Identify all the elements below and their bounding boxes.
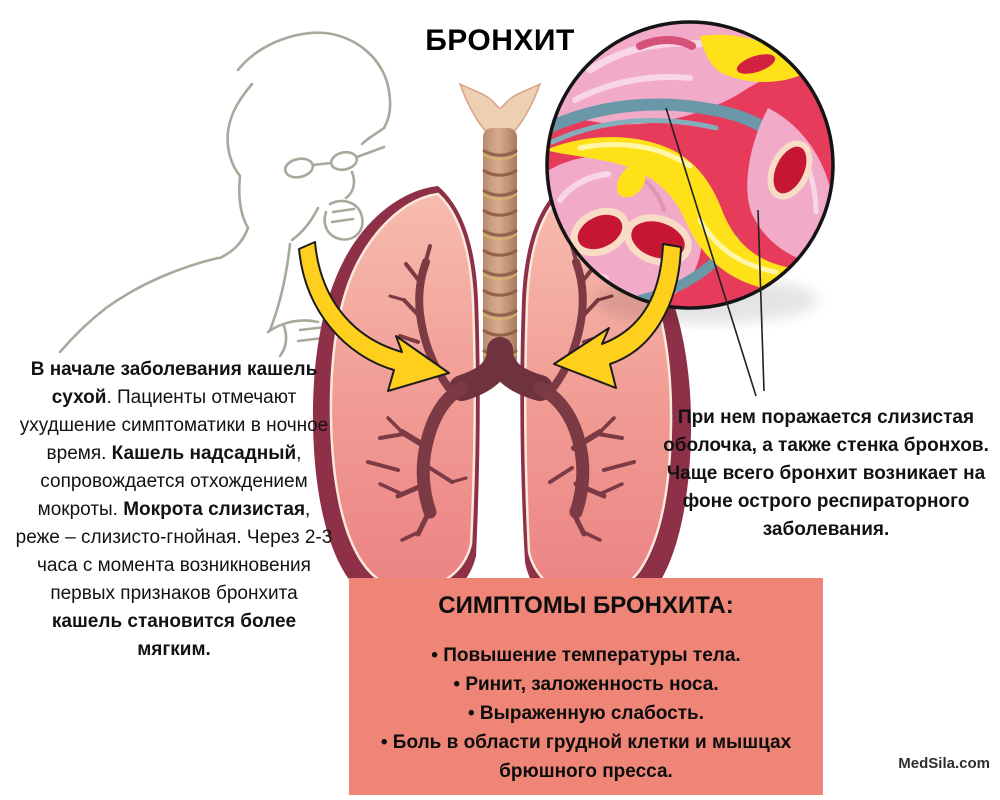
text-segment: В начале заболевания кашель сухой xyxy=(30,359,318,408)
page-title: БРОНХИТ xyxy=(425,24,575,57)
symptom-item: • Боль в области грудной клетки и мышцах брюшного пресса. xyxy=(380,732,792,782)
right-description: При нем поражается слизистая оболочка, а также стенка бронхов. Чаще всего бронхит возникает на фоне острого респираторного заболевания. xyxy=(663,407,989,540)
watermark: MedSila.com xyxy=(898,755,990,772)
symptom-item: • Повышение температуры тела. xyxy=(431,645,741,666)
left-description xyxy=(14,356,334,664)
symptoms-heading: СИМПТОМЫ БРОНХИТА: xyxy=(438,592,734,619)
text-segment: кашель становится более мягким. xyxy=(51,611,297,660)
text-segment: Мокрота слизистая xyxy=(123,499,306,520)
symptoms-list xyxy=(357,641,815,786)
symptom-item: • Выраженную слабость. xyxy=(468,703,704,724)
symptoms-box xyxy=(349,578,823,795)
text-segment: , сопровождается отхождением мокроты. xyxy=(37,443,308,520)
text-segment: Кашель надсадный xyxy=(111,443,297,464)
symptom-item: • Ринит, заложенность носа. xyxy=(453,674,719,695)
text-segment: , реже – слизисто-гнойная. Через 2-3 часа с момента возникновения первых признаков бронхита xyxy=(15,499,333,604)
text-segment: . Пациенты отмечают ухудшение симптоматики в ночное время. xyxy=(19,387,329,464)
